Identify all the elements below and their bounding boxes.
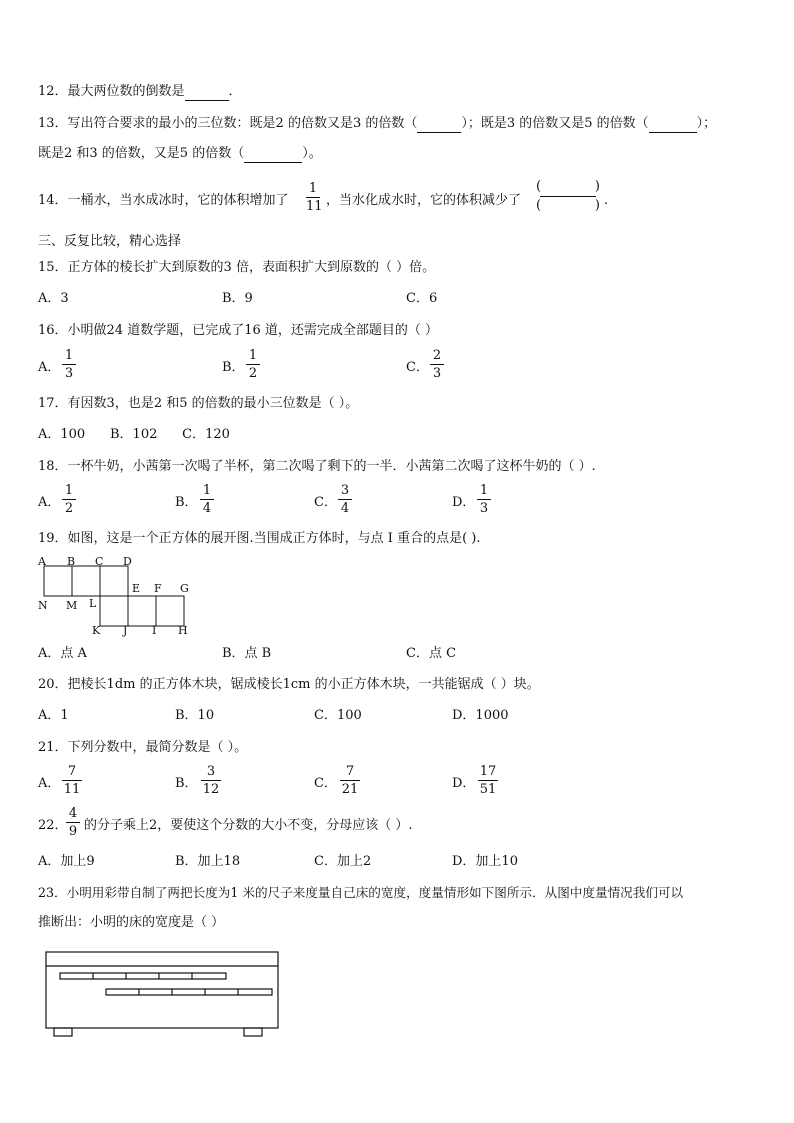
net-label-e: E bbox=[132, 582, 141, 595]
q18-c-label: C． bbox=[314, 495, 337, 510]
net-square-3 bbox=[100, 566, 128, 596]
q13-tail2: ）。 bbox=[302, 146, 322, 161]
q13-text1: 13．写出符合要求的最小的三位数：既是2 的倍数又是3 的倍数（ bbox=[38, 116, 418, 131]
q16-c-num: 2 bbox=[432, 348, 442, 363]
q21-d-fraction bbox=[478, 765, 498, 796]
q21-b-bar bbox=[201, 780, 221, 781]
q18-a-bar bbox=[62, 499, 76, 500]
ruler-1 bbox=[60, 973, 226, 979]
q16-question: 16．小明做24 道数学题，已完成了16 道，还需完成全部题目的（ ） bbox=[38, 323, 439, 338]
q14-tail: . bbox=[604, 193, 609, 208]
q22-option-a[interactable]: A．加上9 bbox=[38, 854, 95, 869]
q20-option-d[interactable]: D．1000 bbox=[452, 708, 509, 723]
q16-a-bar bbox=[62, 364, 76, 365]
q18-d-bar bbox=[477, 499, 491, 500]
bed-leg-left bbox=[54, 1028, 72, 1036]
net-label-n: N bbox=[38, 599, 48, 612]
net-square-1 bbox=[44, 566, 72, 596]
q21-d-label: D． bbox=[452, 776, 476, 791]
q16-c-fraction bbox=[430, 349, 444, 380]
q16-c-den: 3 bbox=[432, 366, 442, 381]
q22-question: 的分子乘上2，要使这个分数的大小不变，分母应该（ ）. bbox=[84, 818, 413, 833]
q15-question: 15．正方体的棱长扩大到原数的3 倍，表面积扩大到原数的（ ）倍。 bbox=[38, 260, 436, 275]
net-label-m: M bbox=[66, 599, 78, 612]
net-label-i: I bbox=[152, 624, 157, 637]
q18-a-label: A． bbox=[38, 495, 61, 510]
net-label-j: J bbox=[123, 624, 128, 637]
q18-b-den: 4 bbox=[202, 501, 212, 516]
q22-frac-den: 9 bbox=[68, 824, 78, 839]
q14-frac-numerator: 1 bbox=[308, 181, 318, 196]
q12-text: 12．最大两位数的倒数是 bbox=[38, 84, 185, 99]
q15-option-b[interactable]: B．9 bbox=[222, 291, 253, 306]
q13-tail1: ）； bbox=[696, 116, 717, 131]
q18-option-a[interactable] bbox=[38, 495, 60, 511]
q13-blank2[interactable] bbox=[649, 116, 697, 133]
q21-b-fraction bbox=[201, 765, 221, 796]
q16-option-b[interactable] bbox=[222, 360, 245, 376]
q13-blank3[interactable] bbox=[244, 146, 302, 163]
section-3-heading: 三、反复比较，精心选择 bbox=[38, 234, 182, 249]
cube-net-diagram bbox=[38, 552, 198, 638]
net-label-a: A bbox=[38, 555, 46, 568]
q14-paren-open-2: ( bbox=[536, 198, 542, 213]
q19-question: 19．如图，这是一个正方体的展开图.当围成正方体时，与点 I 重合的点是( ). bbox=[38, 531, 481, 546]
q13-blank1[interactable] bbox=[417, 116, 461, 133]
q14-frac-bar bbox=[306, 197, 320, 198]
q18-a-fraction bbox=[62, 484, 76, 515]
q21-b-num: 3 bbox=[206, 764, 216, 779]
q14-paren-close-1: ) bbox=[594, 179, 600, 194]
q22-option-c[interactable]: C．加上2 bbox=[314, 854, 372, 869]
q23-line1: 23．小明用彩带自制了两把长度为1 米的尺子来度量自己床的宽度，度量情形如下图所示．从图中度量情况我们可以 bbox=[38, 885, 684, 900]
q16-a-label: A． bbox=[38, 360, 61, 375]
q21-a-fraction bbox=[62, 765, 82, 796]
net-label-b: B bbox=[67, 555, 76, 568]
q18-option-d[interactable] bbox=[452, 495, 475, 511]
q16-option-a[interactable] bbox=[38, 360, 60, 376]
q21-c-den: 21 bbox=[341, 782, 359, 797]
net-square-5 bbox=[128, 596, 156, 626]
q16-b-label: B． bbox=[222, 360, 245, 375]
q18-c-den: 4 bbox=[340, 501, 350, 516]
q21-option-b[interactable] bbox=[175, 776, 198, 792]
q21-a-num: 7 bbox=[67, 764, 77, 779]
q21-d-num: 17 bbox=[479, 764, 497, 779]
q14-text1-span: 14．一桶水，当水成冰时，它的体积增加了 bbox=[38, 193, 289, 208]
q18-b-num: 1 bbox=[202, 483, 212, 498]
q13-mid1: ）；既是3 的倍数又是5 的倍数（ bbox=[461, 116, 649, 131]
net-label-g: G bbox=[180, 582, 189, 595]
ruler-2 bbox=[106, 989, 272, 995]
q18-question: 18．一杯牛奶，小茜第一次喝了半杯，第二次喝了剩下的一半．小茜第二次喝了这杯牛奶的（ ）. bbox=[38, 459, 596, 474]
q20-option-b[interactable]: B．10 bbox=[175, 708, 215, 723]
q13-text2: 既是2 和3 的倍数，又是5 的倍数（ bbox=[38, 146, 245, 161]
q18-d-num: 1 bbox=[479, 483, 489, 498]
q21-c-label: C． bbox=[314, 776, 337, 791]
q16-a-fraction bbox=[62, 349, 76, 380]
q12 bbox=[38, 84, 242, 101]
q16-a-den: 3 bbox=[64, 366, 74, 381]
q18-d-label: D． bbox=[452, 495, 476, 510]
q21-d-bar bbox=[478, 780, 498, 781]
q14-paren-open-1: ( bbox=[536, 179, 542, 194]
q22-prefix: 22． bbox=[38, 818, 68, 833]
q16-c-label: C． bbox=[406, 360, 429, 375]
net-square-2 bbox=[72, 566, 100, 596]
q22-option-d[interactable]: D．加上10 bbox=[452, 854, 518, 869]
q20-option-c[interactable]: C．100 bbox=[314, 708, 362, 723]
q12-tail: ． bbox=[228, 84, 242, 99]
bed-leg-right bbox=[244, 1028, 262, 1036]
q16-b-den: 2 bbox=[248, 366, 258, 381]
q22-fraction bbox=[66, 807, 80, 838]
q18-d-den: 3 bbox=[479, 501, 489, 516]
q18-b-label: B． bbox=[175, 495, 198, 510]
q18-c-fraction bbox=[338, 484, 352, 515]
net-label-k: K bbox=[92, 624, 101, 637]
net-label-f: F bbox=[154, 582, 162, 595]
q14-text1 bbox=[38, 193, 289, 209]
q18-c-num: 3 bbox=[340, 483, 350, 498]
q18-option-c[interactable] bbox=[314, 495, 337, 511]
q16-option-c[interactable] bbox=[406, 360, 429, 376]
q21-a-bar bbox=[62, 780, 82, 781]
q14-text2 bbox=[326, 193, 521, 209]
net-label-c: C bbox=[95, 555, 104, 568]
q23-line2: 推断出：小明的床的宽度是（ ） bbox=[38, 915, 225, 930]
q18-c-bar bbox=[338, 499, 352, 500]
net-square-6 bbox=[156, 596, 184, 626]
q16-b-num: 1 bbox=[248, 348, 258, 363]
bed-frame bbox=[46, 952, 278, 1028]
q14-frac-denominator: 11 bbox=[306, 199, 323, 214]
q19-option-c[interactable]: C．点 C bbox=[406, 646, 457, 661]
q21-option-d[interactable] bbox=[452, 776, 475, 792]
q22-option-b[interactable]: B．加上18 bbox=[175, 854, 241, 869]
q21-option-c[interactable] bbox=[314, 776, 337, 792]
q16-c-bar bbox=[430, 364, 444, 365]
q18-a-num: 1 bbox=[64, 483, 74, 498]
q16-b-fraction bbox=[246, 349, 260, 380]
q13-line1 bbox=[38, 116, 716, 133]
q21-c-num: 7 bbox=[345, 764, 355, 779]
q20-option-a[interactable]: A．1 bbox=[38, 708, 69, 723]
q21-c-fraction bbox=[340, 765, 360, 796]
q21-question: 21．下列分数中，最简分数是（ ）。 bbox=[38, 740, 248, 755]
q15-option-a[interactable]: A．3 bbox=[38, 291, 69, 306]
q18-a-den: 2 bbox=[64, 501, 74, 516]
q13-line2 bbox=[38, 146, 322, 163]
q22-frac-bar bbox=[66, 822, 80, 823]
q14-fraction bbox=[306, 181, 323, 214]
net-square-4 bbox=[100, 596, 128, 626]
q21-b-den: 12 bbox=[202, 782, 220, 797]
q16-a-num: 1 bbox=[64, 348, 74, 363]
q17-options[interactable]: A．100 B．102 C．120 bbox=[38, 427, 230, 442]
q14-text2-span: ，当水化成水时，它的体积减少了 bbox=[326, 193, 522, 208]
q21-a-label: A． bbox=[38, 776, 61, 791]
q18-b-fraction bbox=[200, 484, 214, 515]
q18-d-fraction bbox=[477, 484, 491, 515]
q14-answer-fraction[interactable] bbox=[536, 180, 600, 213]
q16-b-bar bbox=[246, 364, 260, 365]
q20-question: 20．把棱长1dm 的正方体木块，锯成棱长1cm 的小正方体木块，一共能锯成（ ）块。 bbox=[38, 677, 540, 692]
q22-frac-num: 4 bbox=[68, 806, 78, 821]
q18-option-b[interactable] bbox=[175, 495, 198, 511]
q19-option-a[interactable]: A．点 A bbox=[38, 646, 87, 661]
q19-option-b[interactable]: B．点 B bbox=[222, 646, 272, 661]
q12-blank[interactable] bbox=[185, 84, 229, 101]
q14-paren-close-2: ) bbox=[594, 198, 600, 213]
net-label-h: H bbox=[178, 624, 188, 637]
q21-a-den: 11 bbox=[63, 782, 81, 797]
q21-b-label: B． bbox=[175, 776, 198, 791]
bed-measurement-diagram bbox=[40, 946, 284, 1038]
q15-option-c[interactable]: C．6 bbox=[406, 291, 438, 306]
q17-question: 17．有因数3，也是2 和5 的倍数的最小三位数是（ ）。 bbox=[38, 396, 359, 411]
net-label-d: D bbox=[123, 555, 132, 568]
q21-d-den: 51 bbox=[479, 782, 497, 797]
net-label-l: L bbox=[89, 597, 97, 610]
q21-option-a[interactable] bbox=[38, 776, 60, 792]
q21-c-bar bbox=[340, 780, 360, 781]
q18-b-bar bbox=[200, 499, 214, 500]
